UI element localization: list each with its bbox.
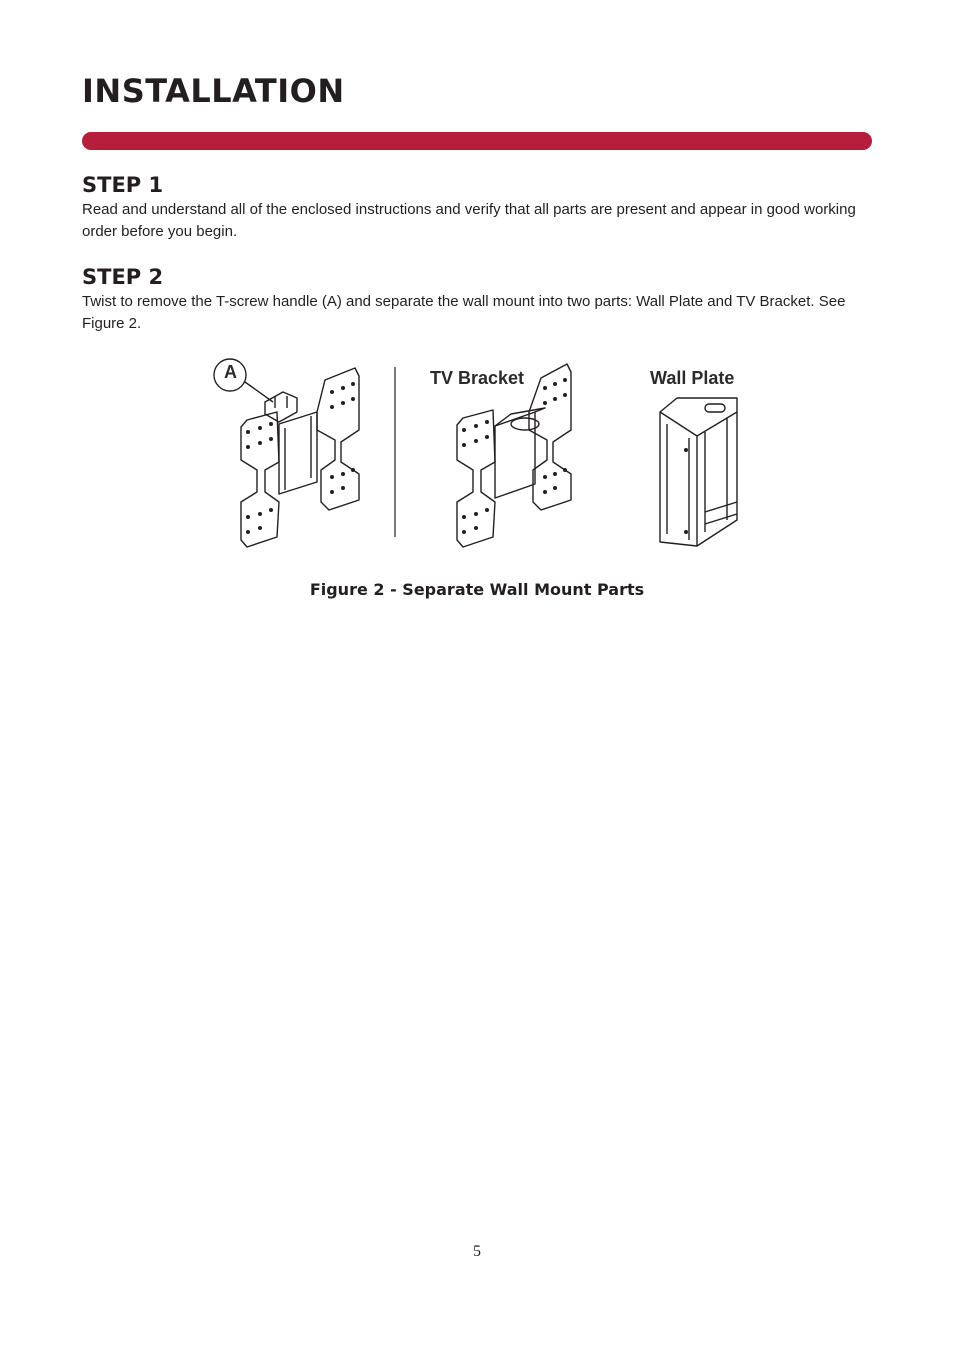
page-number: 5 bbox=[473, 1243, 481, 1260]
step-2-text: Twist to remove the T-screw handle (A) and separate the wall mount into two parts: Wall Plate and TV Bracket. See Figure 2. bbox=[82, 293, 846, 332]
figure-caption: Figure 2 - Separate Wall Mount Parts bbox=[309, 580, 645, 599]
step-1-heading: STEP 1 bbox=[82, 173, 164, 197]
figure-2 bbox=[205, 352, 765, 557]
callout-leader-line bbox=[245, 382, 273, 402]
assembled-mount-drawing bbox=[214, 359, 359, 547]
step-1-text: Read and understand all of the enclosed instructions and verify that all parts are present and appear in good working order before you begin. bbox=[82, 201, 856, 240]
tv-bracket-label: TV Bracket bbox=[430, 368, 525, 388]
step-2-heading: STEP 2 bbox=[82, 265, 164, 289]
wall-plate-drawing bbox=[660, 398, 737, 546]
tv-bracket-drawing bbox=[457, 364, 571, 547]
wall-plate-label: Wall Plate bbox=[650, 368, 735, 388]
title-divider bbox=[82, 132, 872, 150]
callout-a-label: A bbox=[224, 362, 237, 382]
page-title: INSTALLATION bbox=[82, 72, 345, 110]
